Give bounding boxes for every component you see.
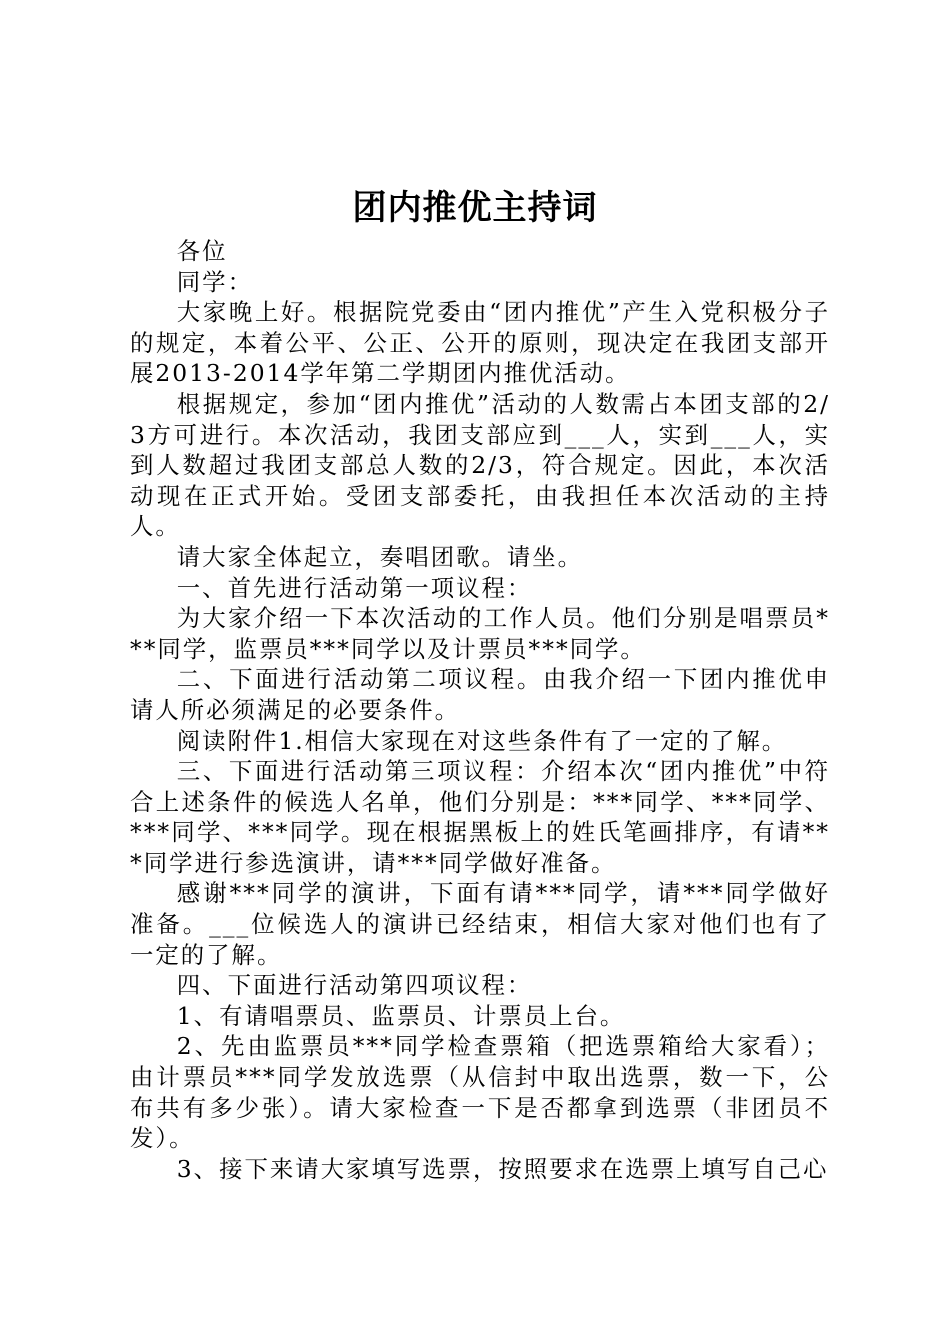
paragraph-staff: 为大家介绍一下本次活动的工作人员。他们分别是唱票员***同学，监票员***同学以及计票员***同学。 — [130, 604, 830, 663]
document-body — [130, 236, 830, 1184]
paragraph-step-2: 2、先由监票员***同学检查票箱（把选票箱给大家看）；由计票员***同学发放选票（从信封中取出选票，数一下，公布共有多少张）。请大家检查一下是否都拿到选票（非团员不发）。 — [130, 1032, 830, 1153]
paragraph-agenda-2: 二、下面进行活动第二项议程。由我介绍一下团内推优申请人所必须满足的必要条件。 — [130, 665, 830, 724]
paragraph-step-1: 1、有请唱票员、监票员、计票员上台。 — [176, 1001, 626, 1030]
paragraph-greeting-1: 各位 — [176, 237, 228, 265]
paragraph-thanks: 感谢***同学的演讲，下面有请***同学，请***同学做好准备。___位候选人的演讲已经结束，相信大家对他们也有了一定的了解。 — [130, 879, 830, 969]
paragraph-agenda-4: 四、下面进行活动第四项议程： — [176, 971, 533, 1000]
paragraph-agenda-3: 三、下面进行活动第三项议程：介绍本次“团内推优”中符合上述条件的候选人名单，他们分别是：***同学、***同学、***同学、***同学。现在根据黑板上的姓氏笔画排序，有请***同学进行参选演讲，请***同学做好准备。 — [130, 757, 830, 877]
paragraph-agenda-1: 一、首先进行活动第一项议程： — [176, 573, 533, 602]
paragraph-attachment: 阅读附件1.相信大家现在对这些条件有了一定的了解。 — [176, 726, 788, 755]
paragraph-greeting-2: 同学： — [176, 267, 253, 296]
paragraph-intro: 大家晚上好。根据院党委由“团内推优”产生入党积极分子的规定，本着公平、公正、公开的原则，现决定在我团支部开展2013-2014学年第二学期团内推优活动。 — [130, 298, 830, 388]
paragraph-anthem: 请大家全体起立，奏唱团歌。请坐。 — [176, 542, 584, 571]
paragraph-step-3: 3、接下来请大家填写选票，按照要求在选票上填写自己心 — [176, 1154, 829, 1183]
document-title: 团内推优主持词 — [352, 188, 598, 228]
paragraph-rules: 根据规定，参加“团内推优”活动的人数需占本团支部的2/3方可进行。本次活动，我团支部应到___人，实到___人，实到人数超过我团支部总人数的2/3，符合规定。因此，本次活动现在正式开始。受团支部委托，由我担任本次活动的主持人。 — [130, 389, 830, 541]
